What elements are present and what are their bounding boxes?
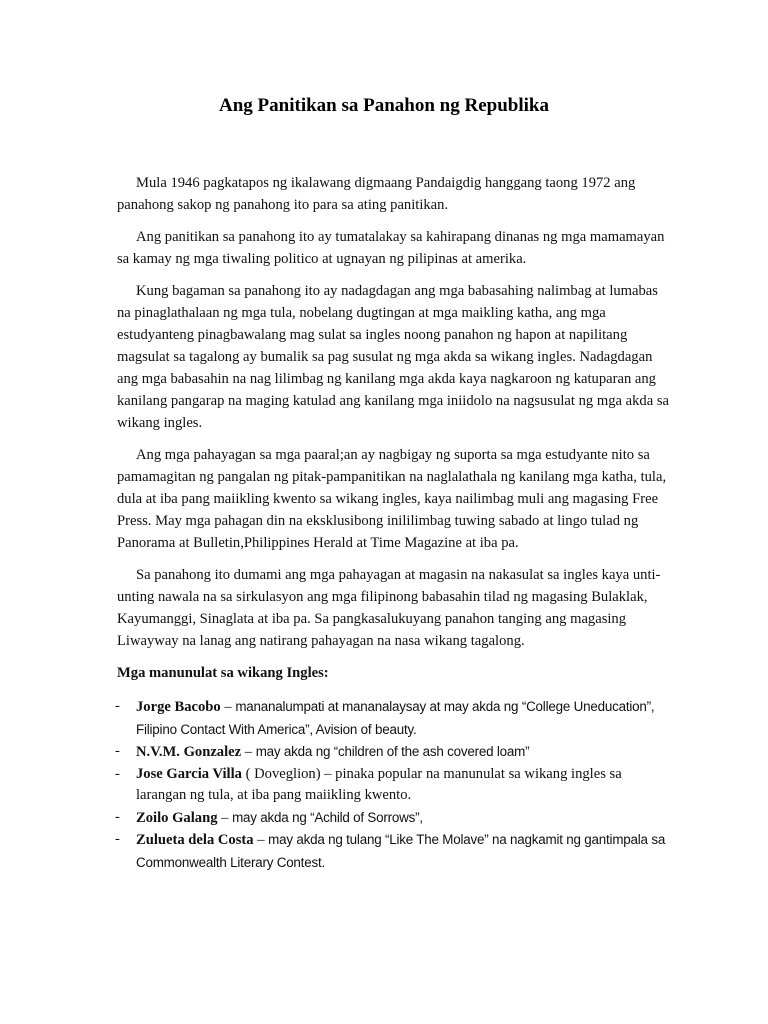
document-title: Ang Panitikan sa Panahon ng Republika	[219, 95, 549, 116]
bullet-dash: -	[115, 698, 120, 714]
writer-description: may akda ng “children of the ash covered loam”	[255, 744, 530, 759]
paragraph: Ang mga pahayagan sa mga paaral;an ay nagbigay ng suporta sa mga estudyante nito sa pamamagitan ng pangalan ng pitak-pampanitikan na naglalathala ng kanilang mga katha, tula, dula at iba pang maiikling kwento sa wikang ingles, kaya nailimbag muli ang magasing Free Press. May mga pahagan din na eksklusibong inililimbag tuwing sabado at lingo tulad ng Panorama at Bulletin,Philippines Herald at Time Magazine at iba pa.	[117, 447, 667, 551]
list-item	[117, 764, 672, 807]
paragraph: Ang panitikan sa panahong ito ay tumatalakay sa kahirapang dinanas ng mga mamamayan sa kamay ng mga tiwaling politico at ugnayan ng pilipinas at amerika.	[117, 229, 665, 267]
bullet-dash: -	[115, 743, 120, 759]
paragraph: Sa panahong ito dumami ang mga pahayagan at magasin na nakasulat sa ingles kaya unti-unting nawala na sa sirkulasyon ang mga filipinong babasahin tilad ng magasing Bulaklak, Kayumanggi, Sinaglata at iba pa. Sa pangkasalukuyang panahon tanging ang magasing Liwayway na lanag ang natirang pahayagan na nasa wikang tagalong.	[117, 567, 661, 649]
bullet-dash: -	[115, 831, 120, 847]
writer-name: Zoilo Galang	[136, 809, 218, 826]
writer-description: ( Doveglion) – pinaka popular na manunulat sa wikang ingles sa larangan ng tula, at iba pang maiikling kwento.	[136, 765, 622, 803]
list-item	[117, 829, 672, 874]
bullet-dash: -	[115, 765, 120, 782]
writer-separator: –	[220, 699, 236, 715]
writer-description: mananalumpati at mananalaysay at may akda ng “College Uneducation”, Filipino Contact With America”, Avision of beauty.	[136, 699, 655, 737]
list-item	[117, 696, 672, 741]
writer-description: may akda ng tulang “Like The Molave” na nagkamit ng gantimpala sa Commonwealth Literary Contest.	[136, 832, 666, 870]
list-item	[117, 807, 672, 830]
writer-name: N.V.M. Gonzalez	[136, 744, 242, 760]
paragraph: Mula 1946 pagkatapos ng ikalawang digmaang Pandaigdig hanggang taong 1972 ang panahong sakop ng panahong ito para sa ating panitikan.	[117, 175, 636, 213]
writer-name: Jose Garcia Villa	[136, 765, 242, 782]
writer-separator: –	[217, 809, 233, 826]
list-item	[117, 741, 672, 764]
writers-heading: Mga manunulat sa wikang Ingles:	[117, 665, 329, 681]
bullet-dash: -	[115, 808, 120, 825]
writer-name: Zulueta dela Costa	[136, 832, 254, 848]
writer-name: Jorge Bacobo	[136, 699, 221, 715]
writers-list	[117, 696, 672, 874]
document-body	[117, 172, 672, 874]
writer-separator: –	[241, 744, 256, 760]
writer-description: may akda ng “Achild of Sorrows”,	[232, 809, 423, 825]
writer-separator: –	[253, 832, 269, 848]
paragraph: Kung bagaman sa panahong ito ay nadagdagan ang mga babasahing nalimbag at lumabas na pinaglathalaan ng mga tula, nobelang dugtingan at mga maikling katha, ang mga estudyanteng pinagbawalang mag sulat sa ingles noong panahon ng hapon at napilitang magsulat sa tagalong ay bumalik sa pag susulat ng mga akda sa wikang ingles. Nadagdagan ang mga babasahin na nag lilimbag ng kanilang mga akda kaya nagkaroon ng katuparan ang kanilang pangarap na maging katulad ang kanilang mga iniidolo na nagsusulat ng mga akda sa wikang ingles.	[117, 283, 669, 431]
